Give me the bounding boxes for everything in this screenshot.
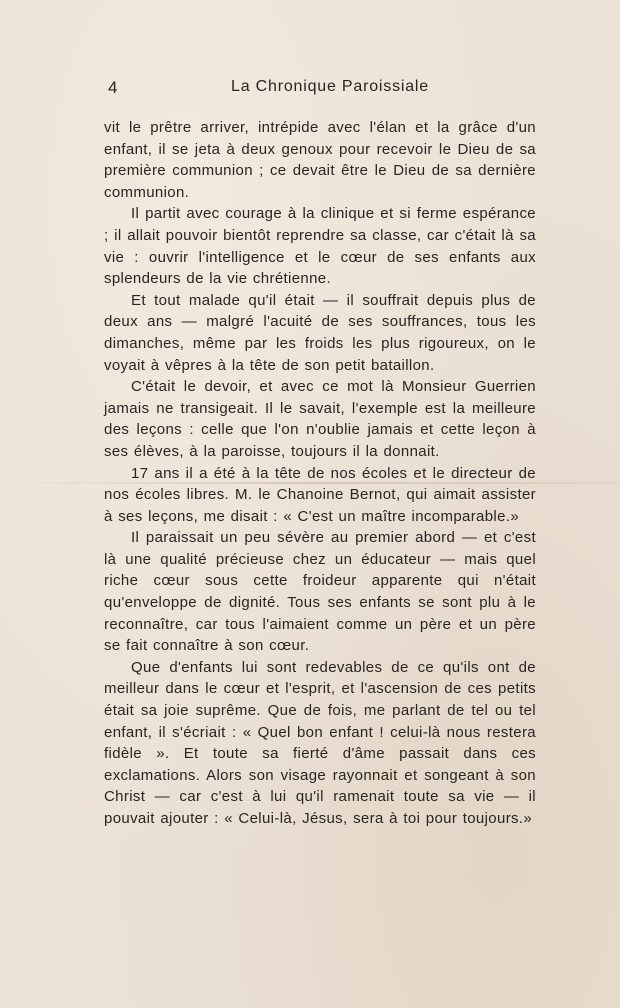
body-text: [104, 117, 536, 830]
running-title: La Chronique Paroissiale: [231, 78, 429, 95]
page-header: [108, 78, 538, 102]
paragraph: vit le prêtre arriver, intrépide avec l'élan et la grâce d'un enfant, il se jeta à deux genoux pour recevoir le Dieu de sa première communion ; ce devait être le Dieu de sa dernière communion.: [104, 119, 536, 201]
page-number: 4: [108, 78, 118, 97]
paragraph: Que d'enfants lui sont redevables de ce qu'ils ont de meilleur dans le cœur et l'esprit, et l'ascension de ces petits était sa joie suprême. Que de fois, me parlant de tel ou tel enfant, il s'écriait : « Quel bon enfant ! celui-là nous restera fidèle ». Et toute sa fierté d'âme passait dans ces exclamations. Alors son visage rayonnait et songeant à son Christ — car c'est à lui qu'il ramenait toute sa vie — il pouvait ajouter : « Celui-là, Jésus, sera à toi pour toujours.»: [104, 658, 536, 827]
paragraph: C'était le devoir, et avec ce mot là Monsieur Guerrien jamais ne transigeait. Il le savait, l'exemple est la meilleure des leçons : celle que l'on n'oublie jamais et cette leçon à ses élèves, à la paroisse, toujours il la donnait.: [104, 378, 536, 460]
paragraph: Il partit avec courage à la clinique et si ferme espérance ; il allait pouvoir bientôt reprendre sa classe, car c'était là sa vie : ouvrir l'intelligence et le cœur de ses enfants aux splendeurs de la vie chrétienne.: [104, 205, 536, 288]
paragraph: 17 ans il a été à la tête de nos écoles et le directeur de nos écoles libres. M. le Chanoine Bernot, qui aimait assister à ses leçons, me disait : « C'est un maître incomparable.»: [104, 464, 536, 525]
paragraph: Il paraissait un peu sévère au premier abord — et c'est là une qualité précieuse chez un éducateur — mais quel riche cœur sous cette froideur apparente qui n'était qu'enveloppe de dignité. Tous ses enfants se sont plu à le reconnaître, car tous l'aimaient comme un père et un père se fait connaître à son cœur.: [104, 529, 536, 655]
paragraph: Et tout malade qu'il était — il souffrait depuis plus de deux ans — malgré l'acuité de ses souffrances, tous les dimanches, même par les froids les plus rigoureux, on le voyait à vêpres à la tête de son petit bataillon.: [104, 291, 536, 374]
